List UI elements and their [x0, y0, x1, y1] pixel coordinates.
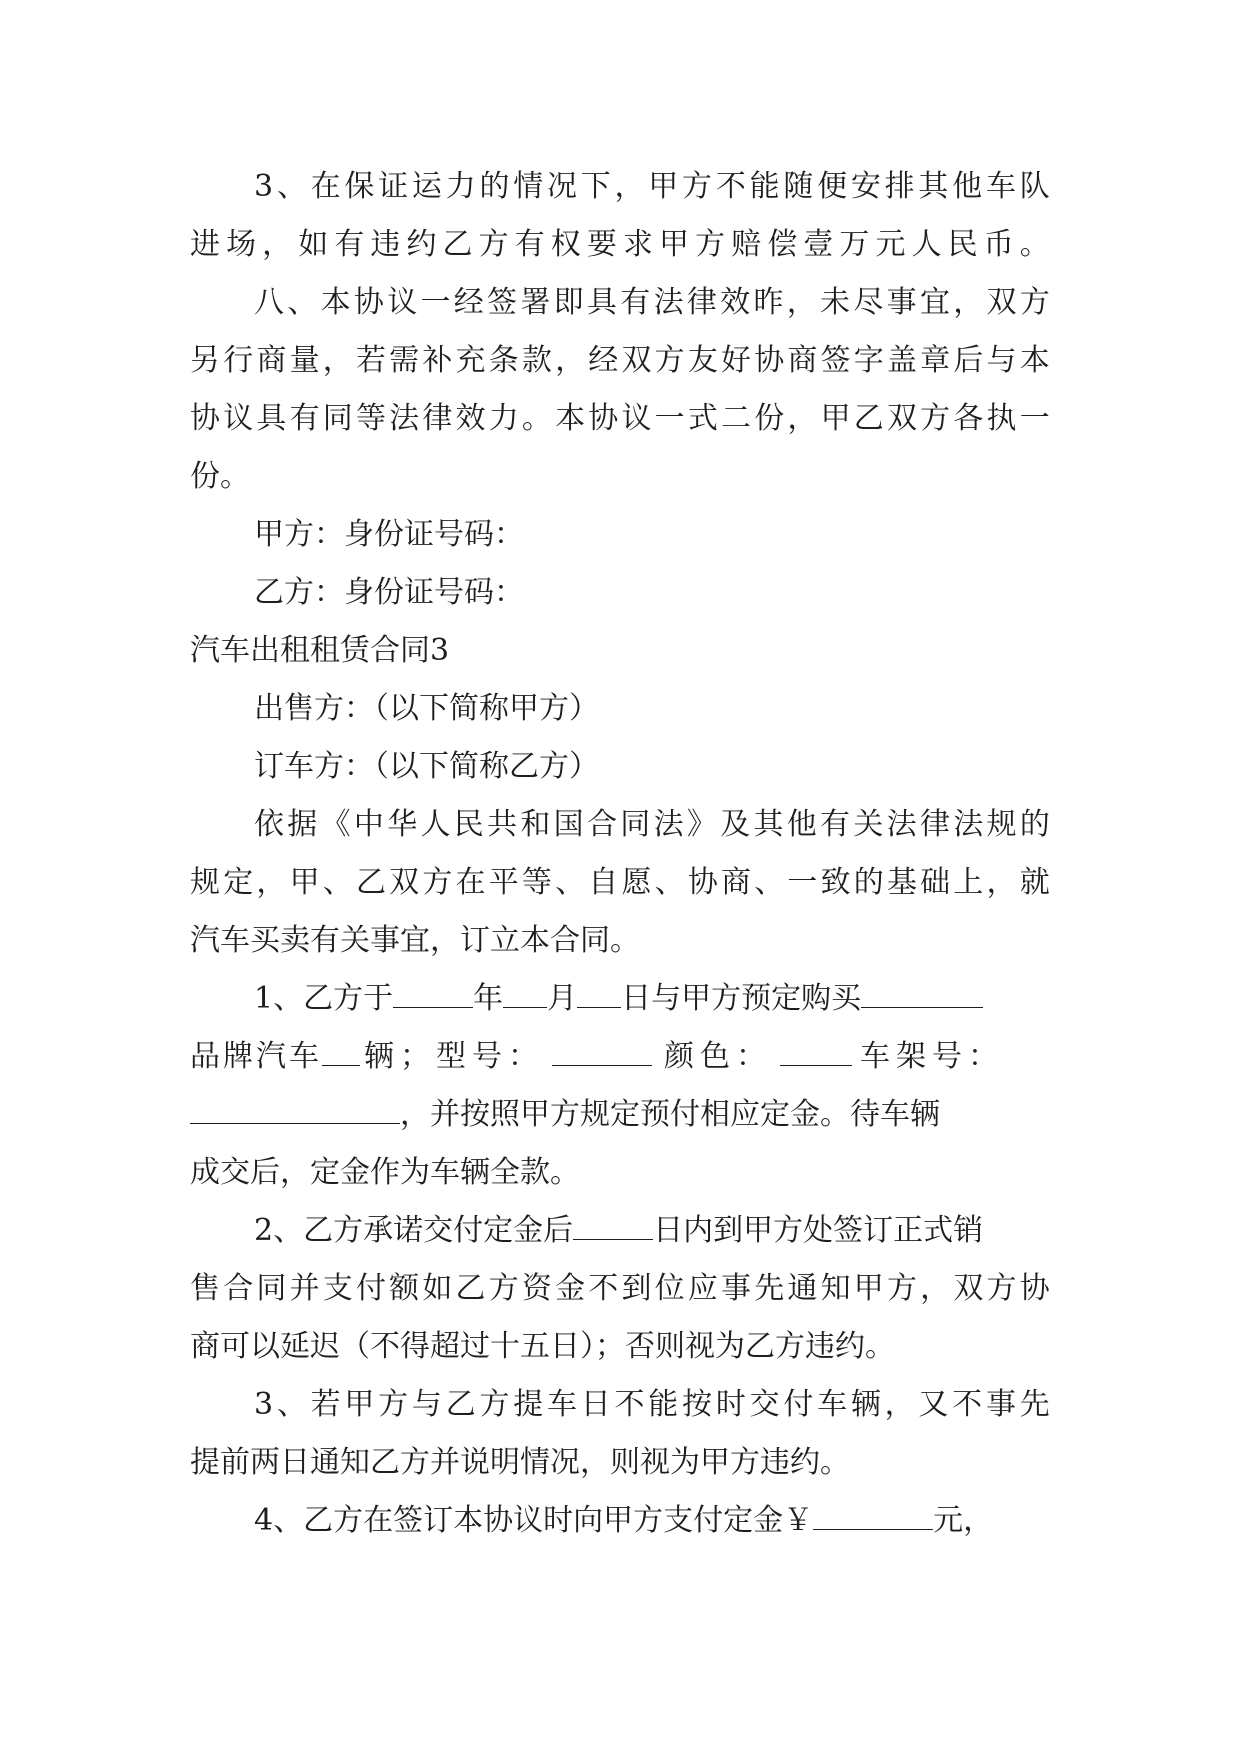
para-line: 成交后，定金作为车辆全款。 — [190, 1155, 580, 1190]
para-line: 另 行 商 量 ， 若 需 补 充 条 款 ， 经 双 方 友 好 协 商 签 字 盖 章 后 与 本 — [190, 343, 1050, 378]
year-blank — [393, 977, 473, 1008]
para-line: 规 定 ， 甲 、 乙 双 方 在 平 等 、 自 愿 、 协 商 、 一 致 的 基 础 上 ， 就 — [190, 865, 1050, 900]
party-a-id-line: 甲方：身份证号码： — [254, 517, 524, 552]
para-line: 八 、 本 协 议 一 经 签 署 即 具 有 法 律 效 昨 ， 未 尽 事 宜 ， 双 方 — [254, 285, 1050, 320]
para-line: 协 议 具 有 同 等 法 律 效 力 。 本 协 议 一 式 二 份 ， 甲 乙 双 方 各 执 一 — [190, 401, 1050, 436]
para-line: 3 、 若 甲 方 与 乙 方 提 车 日 不 能 按 时 交 付 车 辆 ， 又 不 事 先 — [254, 1387, 1050, 1422]
clause-1-line-2 — [190, 1028, 1050, 1086]
clause-text: 日与甲方预定购买 — [621, 981, 862, 1016]
clause-text: 日内到甲方处签订正式销 — [653, 1213, 984, 1248]
month-blank — [503, 977, 547, 1008]
clause-text: 车架号： — [860, 1039, 1004, 1074]
section-heading: 汽车出租租赁合同3 — [190, 633, 450, 668]
clause-text: 4、乙方在签订本协议时向甲方支付定金￥ — [254, 1503, 814, 1538]
party-b-id-line: 乙方：身份证号码： — [254, 575, 524, 610]
days-blank — [573, 1209, 653, 1240]
para-line: 商可以延迟（不得超过十五日）；否则视为乙方违约。 — [190, 1329, 895, 1364]
para-line: 3 、 在 保 证 运 力 的 情 况 下 ， 甲 方 不 能 随 便 安 排 其 他 车 队 — [254, 169, 1050, 204]
para-line: 份。 — [190, 459, 250, 494]
clause-text: 年 — [473, 981, 504, 1016]
clause-text: 1、乙方于 — [254, 981, 394, 1016]
para-line: 进 场 ， 如 有 违 约 乙 方 有 权 要 求 甲 方 赔 偿 壹 万 元 人 民 币 。 — [190, 227, 1050, 262]
clause-text: ，并按照甲方规定预付相应定金。待车辆 — [400, 1097, 940, 1132]
para-line: 依 据 《 中 华 人 民 共 和 国 合 同 法 》 及 其 他 有 关 法 律 法 规 的 — [254, 807, 1050, 842]
clause-4-line-1 — [190, 1492, 1050, 1550]
clause-text: 2、乙方承诺交付定金后 — [254, 1213, 574, 1248]
document-page — [190, 158, 1050, 1550]
seller-line: 出售方：（以下简称甲方） — [254, 691, 599, 726]
clause-text: 月 — [547, 981, 578, 1016]
color-blank — [780, 1035, 852, 1066]
para-line: 售 合 同 并 支 付 额 如 乙 方 资 金 不 到 位 应 事 先 通 知 甲 方 ， 双 方 协 — [190, 1271, 1050, 1306]
clause-text: 辆；型号： — [364, 1039, 544, 1074]
vin-blank — [190, 1093, 400, 1124]
para-line: 汽车买卖有关事宜，订立本合同。 — [190, 923, 640, 958]
deposit-blank — [813, 1499, 933, 1530]
buyer-line: 订车方：（以下简称乙方） — [254, 749, 599, 784]
model-blank — [552, 1035, 652, 1066]
clause-1-line-3 — [190, 1086, 1050, 1144]
para-line: 提前两日通知乙方并说明情况，则视为甲方违约。 — [190, 1445, 850, 1480]
clause-text: 元， — [933, 1503, 994, 1538]
clause-2-line-1 — [190, 1202, 1050, 1260]
brand-blank — [861, 977, 983, 1008]
clause-text: 品牌汽车 — [190, 1039, 322, 1074]
day-blank — [577, 977, 621, 1008]
clause-1-line-1 — [190, 970, 1050, 1028]
clause-text: 颜色： — [664, 1039, 772, 1074]
quantity-blank — [322, 1035, 360, 1066]
